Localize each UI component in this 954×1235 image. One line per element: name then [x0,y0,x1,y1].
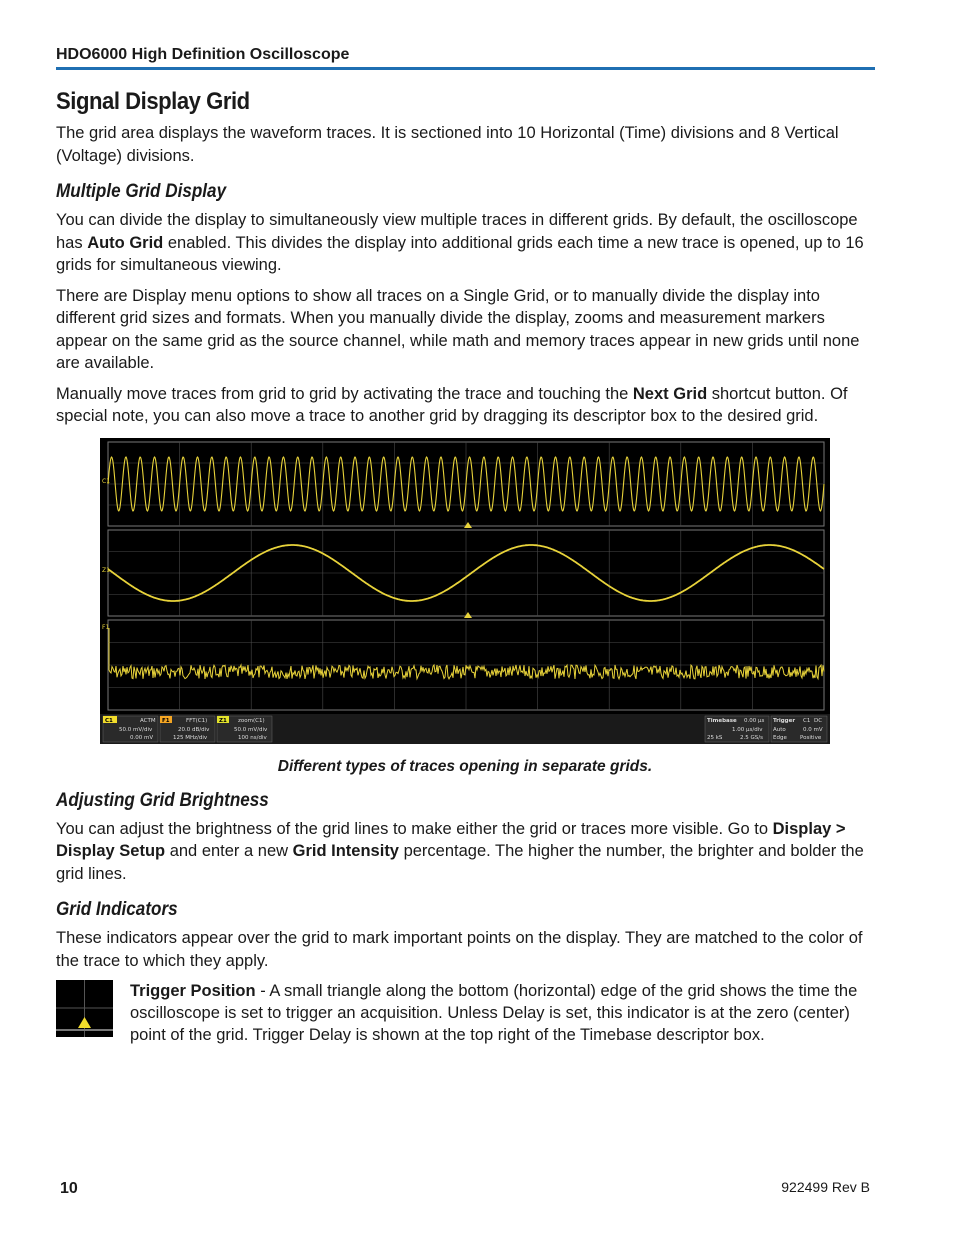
c1-descriptor-tag: C1 [105,717,113,724]
figure-caption: Different types of traces opening in separate grids. [277,757,653,775]
page-header [56,45,875,70]
trigger-type: Edge [773,734,787,741]
trigger-position-icon [56,980,113,1037]
trigger-position-term: Trigger Position [130,982,256,1000]
brightness-heading: Adjusting Grid Brightness [56,789,269,811]
z1-descriptor-scale: 50.0 mV/div [234,726,268,733]
f1-descriptor-name: FFT(C1) [186,717,208,724]
display-setup-term: Display > Display Setup [56,819,846,860]
oscilloscope-screenshot [100,438,830,744]
multiple-grid-paragraph-3: Manually move traces from grid to grid by activating the trace and touching the Next Grid shortcut button. Of special note, you can also move a trace to another grid by dragging its descriptor box to the desired grid. [56,384,848,425]
timebase-delay: 0.00 µs [744,717,765,724]
trigger-source: C1 [803,717,811,724]
auto-grid-term: Auto Grid [87,233,164,252]
document-revision: 922499 Rev B [781,1179,870,1195]
section-title: Signal Display Grid [56,88,250,115]
trigger-slope: Positive [800,734,822,741]
section-intro: The grid area displays the waveform traces. It is sectioned into 10 Horizontal (Time) divisions and 8 Vertical (Voltage) divisions. [56,124,839,165]
z1-descriptor-tag: Z1 [219,717,227,724]
trigger-position-description: Trigger Position - A small triangle along the bottom (horizontal) edge of the grid shows the time the oscilloscope is set to trigger an acquisition. Unless Delay is set, this indicator is at the zero (center) point of the grid. Trigger Delay is shown at the top right of the Timebase descriptor box. [130,982,858,1044]
page-content [56,88,876,1046]
trigger-level: 0.0 mV [803,726,823,733]
scope-display [100,438,830,744]
timebase-samples: 25 kS [707,734,723,741]
multiple-grid-paragraph-1: You can divide the display to simultaneously view multiple traces in different grids. By default, the oscilloscope has Auto Grid enabled. This divides the display into additional grids each time a new trace is opened, up to 16 grids for simultaneous viewing. [56,211,864,274]
page-number: 10 [60,1180,78,1197]
indicators-heading: Grid Indicators [56,899,178,920]
oscilloscope-figure [100,438,830,776]
brightness-paragraph: You can adjust the brightness of the grid lines to make either the grid or traces more visible. Go to Display > Display Setup and enter a new Grid Intensity percentage. The higher the number, the brighter and bolder the grid lines. [56,819,864,883]
f1-descriptor-tag: F1 [162,717,170,724]
trigger-mode: Auto [773,726,786,733]
grid-label-c1: C1 [102,477,111,485]
z1-descriptor-hscale: 100 ns/div [238,734,267,741]
z1-descriptor-name: zoom(C1) [238,717,265,724]
f1-descriptor-hscale: 125 MHz/div [173,734,208,741]
indicators-intro: These indicators appear over the grid to mark important points on the display. They are matched to the color of the trace to which they apply. [56,929,863,970]
timebase-tdiv: 1.00 µs/div [732,726,763,733]
timebase-rate: 2.5 GS/s [740,734,763,741]
trigger-position-indicator [56,980,876,1046]
document-title: HDO6000 High Definition Oscilloscope [56,46,350,63]
trigger-label: Trigger [773,717,796,724]
c1-descriptor-offset: 0.00 mV [130,734,154,741]
c1-descriptor-scale: 50.0 mV/div [119,726,153,733]
grid-label-z1: Z1 [102,566,110,574]
trigger-coupling: DC [814,717,823,724]
f1-descriptor-scale: 20.0 dB/div [178,726,210,733]
multiple-grid-heading: Multiple Grid Display [56,181,227,202]
grid-intensity-term: Grid Intensity [292,842,399,860]
c1-descriptor-mode: ACTM [140,717,156,724]
timebase-label: Timebase [707,717,737,724]
grid-label-f1: F1 [102,623,110,631]
multiple-grid-paragraph-2: There are Display menu options to show all traces on a Single Grid, or to manually divide the display into different grid sizes and formats. When you manually divide the display, zooms and measurement markers appear on the same grid as the source channel, while math and memory traces appear in new grids until none are available. [56,286,860,372]
next-grid-term: Next Grid [632,384,708,403]
